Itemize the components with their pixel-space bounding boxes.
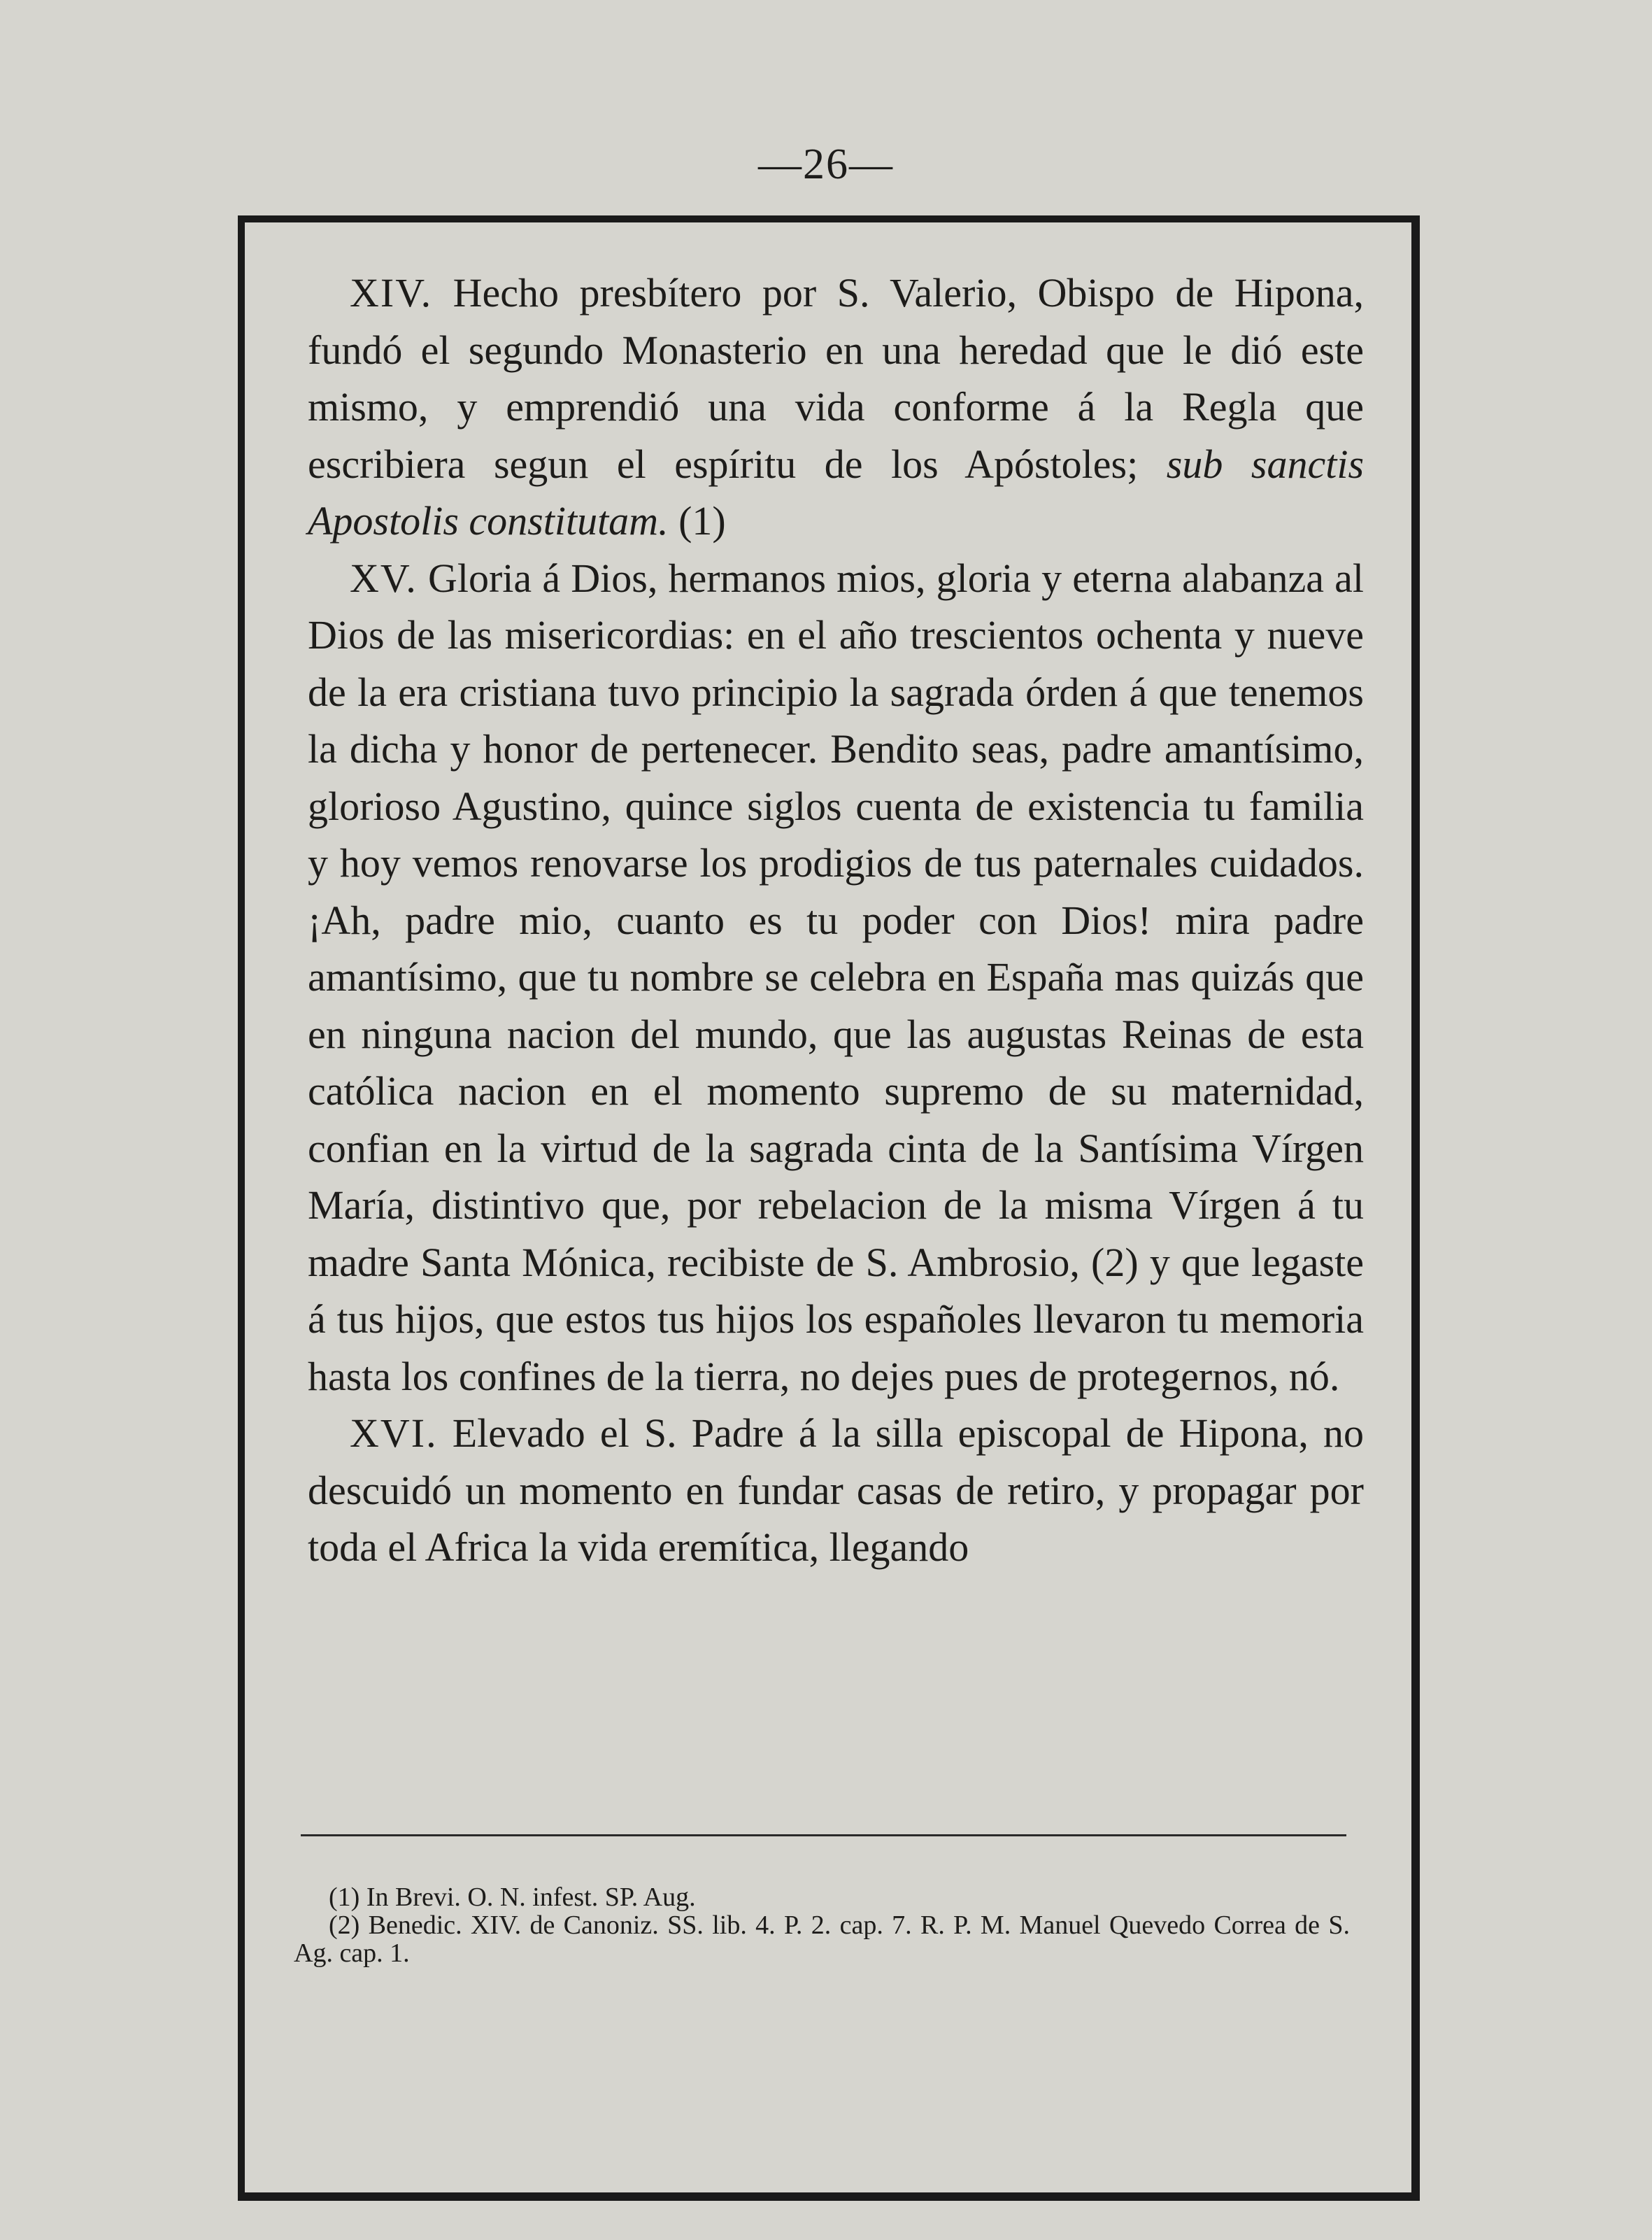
footnote xyxy=(294,1911,1350,1967)
footnote-ref: (2) xyxy=(1091,1239,1139,1285)
page-number: —26— xyxy=(758,141,894,188)
footnote-ref: (1) xyxy=(678,498,726,544)
paragraph-text: Gloria á Dios, hermanos mios, gloria y eterna alabanza al Dios de las misericordias: en el año trescientos ochenta y nueve de la era cristiana tuvo principio la sagrada órden á que tenemos la dicha y honor de pertenecer. Bendito seas, padre amantísimo, glorioso Agustino, quince siglos cuenta de existencia tu familia y hoy vemos renovarse los prodigios de tus paternales cuidados. ¡Ah, padre mio, cuanto es tu poder con Dios! mira padre amantísimo, que tu nombre se celebra en España mas quizás que en ninguna nacion del mundo, que las augustas Reinas de esta católica nacion en el momento supremo de su maternidad, confian en la virtud de la sagrada cinta de la Santísima Vírgen María, distintivo que, por rebelacion de la misma Vírgen á tu madre Santa Mónica, recibiste de S. Ambrosio, xyxy=(308,555,1365,1285)
paragraph-numeral: XV. xyxy=(350,555,418,601)
paragraph-text: Elevado el S. Padre á la silla episcopal de Hipona, no descuidó un momento en fundar casas de retiro, y propagar por toda el Africa la vida eremítica, llegando xyxy=(308,1410,1365,1570)
footnote-text: In Brevi. O. N. infest. SP. Aug. xyxy=(366,1883,696,1912)
paragraph-xv xyxy=(308,550,1364,1405)
paragraph-xvi xyxy=(308,1405,1364,1576)
footnote-mark: (1) xyxy=(329,1883,360,1912)
paragraph-numeral: XVI. xyxy=(350,1410,438,1456)
footnotes xyxy=(294,1883,1350,1967)
body-text xyxy=(308,264,1364,1576)
paragraph-text: Hecho presbítero por S. Valerio, Obispo de Hipona, fundó el segundo Monasterio en una heredad que le dió este mismo, y emprendió una vida conforme á la Regla que escribiera segun el espíritu de los Apóstoles; xyxy=(308,270,1365,487)
paragraph-text-continued: y que legaste á tus hijos, que estos tus hijos los españoles llevaron tu memoria hasta los confines de la tierra, no dejes pues de protegernos, nó. xyxy=(308,1239,1364,1399)
paragraph-xiv xyxy=(308,264,1364,550)
footnote-text: Benedic. XIV. de Canoniz. SS. lib. 4. P. 2. cap. 7. R. P. M. Manuel Quevedo Correa de S. Ag. cap. 1. xyxy=(294,1911,1350,1968)
footnote-divider xyxy=(301,1834,1346,1836)
paragraph-numeral: XIV. xyxy=(350,270,433,316)
footnote-mark: (2) xyxy=(329,1911,360,1940)
footnote xyxy=(294,1883,1350,1911)
latin-quote: sub sanctis Apostolis constitutam. xyxy=(308,441,1365,544)
